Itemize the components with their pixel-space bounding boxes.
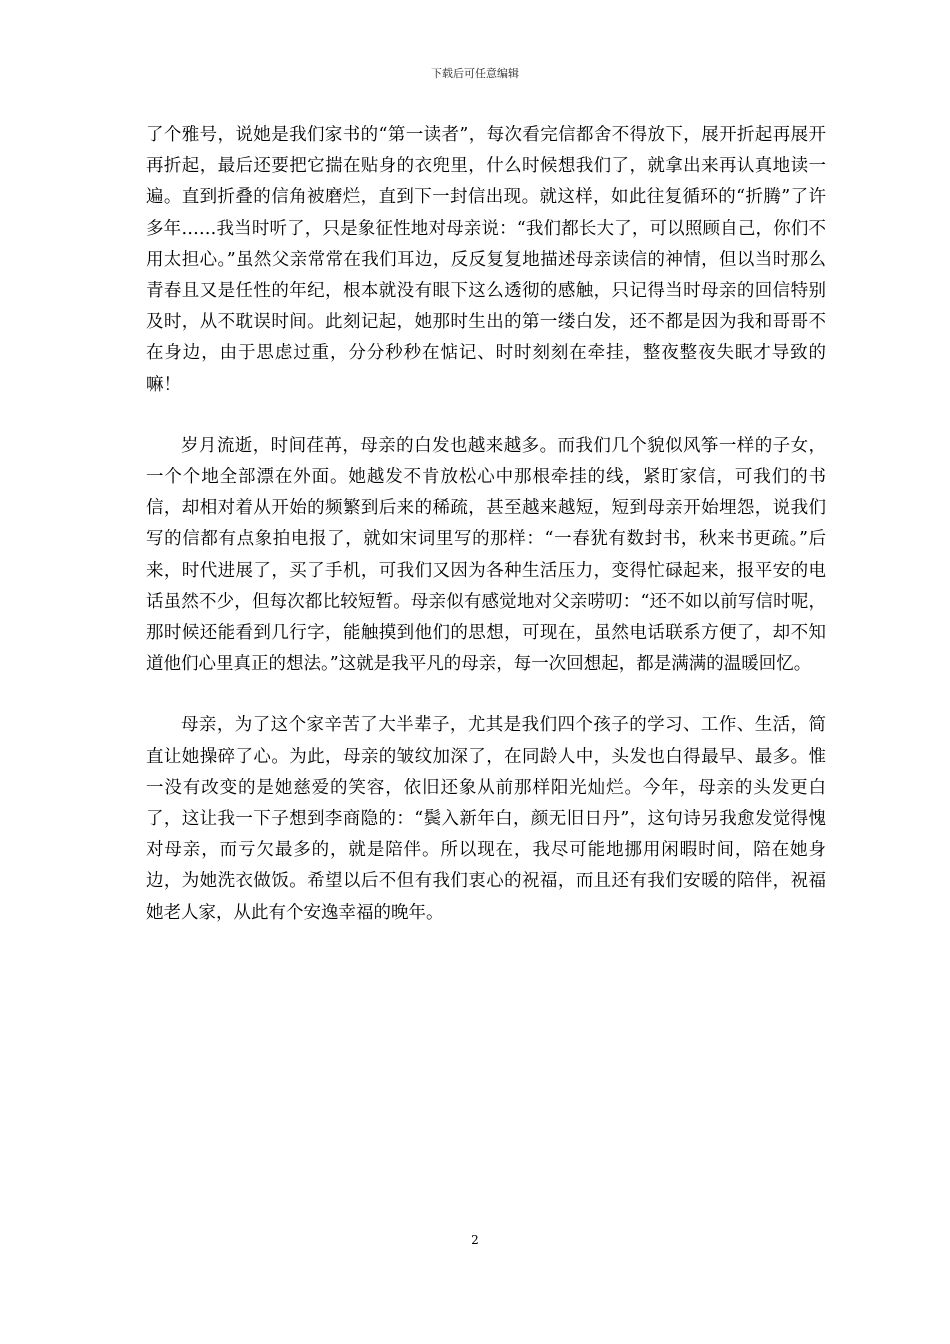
paragraph-3: 母亲，为了这个家辛苦了大半辈子，尤其是我们四个孩子的学习、工作、生活，简直让她操碎了心。为此，母亲的皱纹加深了，在同龄人中，头发也白得最早、最多。惟一没有改变的是她慈爱的笑容，依旧还象从前那样阳光灿烂。今年，母亲的头发更白了，这让我一下子想到李商隐的：“鬓入新年白，颜无旧日丹”，这句诗另我愈发觉得愧对母亲，而亏欠最多的，就是陪伴。所以现在，我尽可能地挪用闲暇时间，陪在她身边，为她洗衣做饭。希望以后不但有我们衷心的祝福，而且还有我们安暖的陪伴，祝福她老人家，从此有个安逸幸福的晚年。 bbox=[146, 715, 826, 923]
paragraph-2: 岁月流逝，时间荏苒，母亲的白发也越来越多。而我们几个貌似风筝一样的子女，一个个地全部漂在外面。她越发不肯放松心中那根牵挂的线，紧盯家信，可我们的书信，却相对着从开始的频繁到后来的稀疏，甚至越来越短，短到母亲开始埋怨，说我们写的信都有点象拍电报了，就如宋词里写的那样：“一春犹有数封书，秋来书更疏。”后来，时代进展了，买了手机，可我们又因为各种生活压力，变得忙碌起来，报平安的电话虽然不少，但每次都比较短暂。母亲似有感觉地对父亲唠叨：“还不如以前写信时呢，那时候还能看到几行字，能触摸到他们的思想，可现在，虽然电话联系方便了，却不知道他们心里真正的想法。”这就是我平凡的母亲，每一次回想起，都是满满的温暖回忆。 bbox=[146, 435, 826, 675]
page-number: 2 bbox=[471, 1233, 479, 1247]
paragraph-1: 了个雅号，说她是我们家书的“第一读者”，每次看完信都舍不得放下，展开折起再展开再折起，最后还要把它揣在贴身的衣兜里，什么时候想我们了，就拿出来再认真地读一遍。直到折叠的信角被磨烂，直到下一封信出现。就这样，如此往复循环的“折腾”了许多年……我当时听了，只是象征性地对母亲说：“我们都长大了，可以照顾自己，你们不用太担心。”虽然父亲常常在我们耳边，反反复复地描述母亲读信的神情，但以当时那么青春且又是任性的年纪，根本就没有眼下这么透彻的感触，只记得当时母亲的回信特别及时，从不耽误时间。此刻记起，她那时生出的第一缕白发，还不都是因为我和哥哥不在身边，由于思虑过重，分分秒秒在惦记、时时刻刻在牵挂，整夜整夜失眠才导致的嘛！ bbox=[146, 125, 826, 395]
document-body bbox=[146, 120, 826, 929]
page-header: 下载后可任意编辑 bbox=[431, 67, 519, 80]
